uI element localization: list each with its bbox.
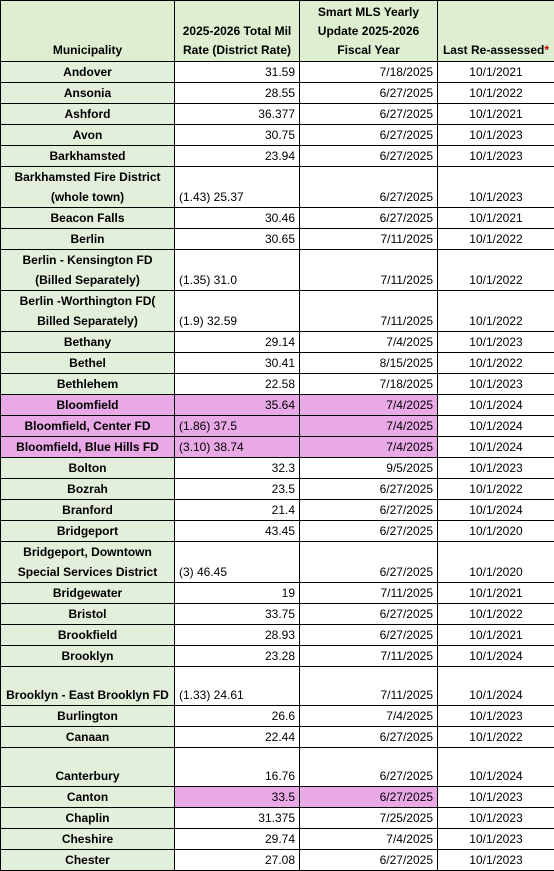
last-reassessed-cell: 10/1/2024 [438,748,554,787]
table-row [1,646,554,667]
smart-mls-date-cell: 7/4/2025 [300,332,438,353]
smart-mls-date-cell: 7/11/2025 [300,646,438,667]
last-reassessed-cell: 10/1/2024 [438,395,554,416]
header-municipality: Municipality [1,1,175,62]
header-row [1,1,554,62]
smart-mls-date-cell: 6/27/2025 [300,850,438,871]
municipality-cell: Canton [1,787,175,808]
mil-rate-cell: 31.59 [175,62,300,83]
last-reassessed-cell: 10/1/2023 [438,829,554,850]
asterisk-marker: * [544,43,549,57]
municipality-cell: Bloomfield, Center FD [1,416,175,437]
smart-mls-date-cell: 7/4/2025 [300,416,438,437]
municipality-cell: Bethel [1,353,175,374]
municipality-cell: Brookfield [1,625,175,646]
last-reassessed-cell: 10/1/2021 [438,208,554,229]
municipality-cell: Bethlehem [1,374,175,395]
last-reassessed-cell: 10/1/2021 [438,583,554,604]
smart-mls-date-cell: 6/27/2025 [300,500,438,521]
smart-mls-date-cell: 7/18/2025 [300,62,438,83]
municipality-cell: Bridgewater [1,583,175,604]
mil-rate-cell: 30.75 [175,125,300,146]
mil-rate-cell: 35.64 [175,395,300,416]
mil-rate-cell: 23.28 [175,646,300,667]
last-reassessed-cell: 10/1/2023 [438,374,554,395]
table-row [1,167,554,208]
last-reassessed-cell: 10/1/2021 [438,625,554,646]
smart-mls-date-cell: 6/27/2025 [300,727,438,748]
mil-rate-cell: 27.08 [175,850,300,871]
mil-rate-cell: (1.33) 24.61 [175,667,300,706]
header-mil-rate: 2025-2026 Total Mil Rate (District Rate) [175,1,300,62]
smart-mls-date-cell: 6/27/2025 [300,787,438,808]
smart-mls-date-cell: 7/11/2025 [300,291,438,332]
municipality-cell: Brooklyn [1,646,175,667]
smart-mls-date-cell: 7/4/2025 [300,395,438,416]
mil-rate-cell: 33.75 [175,604,300,625]
table-row [1,667,554,706]
mil-rate-cell: 29.14 [175,332,300,353]
municipality-cell: Berlin - Kensington FD (Billed Separately) [1,250,175,291]
mil-rate-cell: (3.10) 38.74 [175,437,300,458]
mil-rate-cell: (1.43) 25.37 [175,167,300,208]
smart-mls-date-cell: 8/15/2025 [300,353,438,374]
municipality-cell: Branford [1,500,175,521]
smart-mls-date-cell: 6/27/2025 [300,604,438,625]
last-reassessed-cell: 10/1/2024 [438,646,554,667]
table-row [1,229,554,250]
table-row [1,416,554,437]
mil-rate-cell: 28.93 [175,625,300,646]
municipality-cell: Ashford [1,104,175,125]
last-reassessed-cell: 10/1/2023 [438,850,554,871]
table-row [1,125,554,146]
table-row [1,104,554,125]
mil-rate-cell: (1.9) 32.59 [175,291,300,332]
table-row [1,604,554,625]
municipality-cell: Avon [1,125,175,146]
smart-mls-date-cell: 7/4/2025 [300,437,438,458]
last-reassessed-cell: 10/1/2023 [438,167,554,208]
last-reassessed-cell: 10/1/2023 [438,146,554,167]
mil-rate-cell: 32.3 [175,458,300,479]
smart-mls-date-cell: 6/27/2025 [300,83,438,104]
mil-rate-cell: 29.74 [175,829,300,850]
mil-rate-cell: 43.45 [175,521,300,542]
header-smart-mls: Smart MLS Yearly Update 2025-2026 Fiscal Year [300,1,438,62]
smart-mls-date-cell: 6/27/2025 [300,146,438,167]
smart-mls-date-cell: 7/11/2025 [300,667,438,706]
municipality-cell: Burlington [1,706,175,727]
mil-rate-cell: 31.375 [175,808,300,829]
table-row [1,291,554,332]
table-row [1,374,554,395]
table-body [1,62,554,871]
mil-rate-cell: (3) 46.45 [175,542,300,583]
last-reassessed-cell: 10/1/2024 [438,500,554,521]
table-row [1,829,554,850]
table-row [1,479,554,500]
municipality-cell: Canaan [1,727,175,748]
last-reassessed-cell: 10/1/2021 [438,104,554,125]
table-row [1,748,554,787]
municipality-cell: Bozrah [1,479,175,500]
municipality-cell: Barkhamsted [1,146,175,167]
table-row [1,706,554,727]
table-row [1,332,554,353]
smart-mls-date-cell: 6/27/2025 [300,521,438,542]
municipality-cell: Andover [1,62,175,83]
table-row [1,437,554,458]
last-reassessed-cell: 10/1/2022 [438,727,554,748]
smart-mls-date-cell: 9/5/2025 [300,458,438,479]
smart-mls-date-cell: 6/27/2025 [300,479,438,500]
smart-mls-date-cell: 7/25/2025 [300,808,438,829]
municipality-cell: Brooklyn - East Brooklyn FD [1,667,175,706]
table-row [1,500,554,521]
mil-rate-cell: 26.6 [175,706,300,727]
mil-rate-cell: 21.4 [175,500,300,521]
header-last-reassessed: Last Re-assessed* [438,1,554,62]
last-reassessed-cell: 10/1/2024 [438,667,554,706]
mil-rate-cell: 23.94 [175,146,300,167]
mil-rate-cell: 28.55 [175,83,300,104]
smart-mls-date-cell: 6/27/2025 [300,748,438,787]
municipality-cell: Chester [1,850,175,871]
last-reassessed-cell: 10/1/2023 [438,458,554,479]
municipality-cell: Chaplin [1,808,175,829]
table-row [1,62,554,83]
smart-mls-date-cell: 6/27/2025 [300,208,438,229]
last-reassessed-cell: 10/1/2023 [438,787,554,808]
table-row [1,808,554,829]
mil-rate-cell: 23.5 [175,479,300,500]
mil-rate-cell: (1.35) 31.0 [175,250,300,291]
last-reassessed-cell: 10/1/2022 [438,353,554,374]
mil-rate-cell: 16.76 [175,748,300,787]
table-row [1,208,554,229]
municipality-cell: Beacon Falls [1,208,175,229]
municipality-cell: Bridgeport, Downtown Special Services District [1,542,175,583]
last-reassessed-cell: 10/1/2024 [438,416,554,437]
last-reassessed-cell: 10/1/2020 [438,542,554,583]
last-reassessed-cell: 10/1/2023 [438,332,554,353]
municipality-cell: Berlin [1,229,175,250]
last-reassessed-cell: 10/1/2022 [438,250,554,291]
municipality-cell: Bolton [1,458,175,479]
table-row [1,250,554,291]
last-reassessed-cell: 10/1/2022 [438,83,554,104]
smart-mls-date-cell: 7/11/2025 [300,229,438,250]
last-reassessed-cell: 10/1/2021 [438,62,554,83]
mil-rate-cell: 33.5 [175,787,300,808]
table-row [1,625,554,646]
last-reassessed-cell: 10/1/2020 [438,521,554,542]
smart-mls-date-cell: 6/27/2025 [300,125,438,146]
municipality-cell: Canterbury [1,748,175,787]
mil-rate-cell: 22.44 [175,727,300,748]
smart-mls-date-cell: 6/27/2025 [300,625,438,646]
last-reassessed-cell: 10/1/2022 [438,479,554,500]
municipality-cell: Berlin -Worthington FD( Billed Separately) [1,291,175,332]
municipality-cell: Bethany [1,332,175,353]
mil-rate-cell: 30.46 [175,208,300,229]
last-reassessed-cell: 10/1/2023 [438,125,554,146]
mil-rate-cell: 36.377 [175,104,300,125]
mil-rate-cell: (1.86) 37.5 [175,416,300,437]
municipality-cell: Barkhamsted Fire District (whole town) [1,167,175,208]
municipality-cell: Bridgeport [1,521,175,542]
smart-mls-date-cell: 6/27/2025 [300,542,438,583]
table-row [1,83,554,104]
last-reassessed-cell: 10/1/2022 [438,604,554,625]
table-row [1,727,554,748]
smart-mls-date-cell: 7/4/2025 [300,706,438,727]
table-row [1,542,554,583]
smart-mls-date-cell: 7/11/2025 [300,583,438,604]
municipality-cell: Cheshire [1,829,175,850]
last-reassessed-cell: 10/1/2022 [438,229,554,250]
table-row [1,521,554,542]
smart-mls-date-cell: 6/27/2025 [300,104,438,125]
municipality-cell: Ansonia [1,83,175,104]
municipality-cell: Bristol [1,604,175,625]
municipality-cell: Bloomfield, Blue Hills FD [1,437,175,458]
table-row [1,146,554,167]
table-row [1,353,554,374]
table-row [1,850,554,871]
mil-rate-cell: 22.58 [175,374,300,395]
mil-rate-cell: 30.41 [175,353,300,374]
table-row [1,583,554,604]
smart-mls-date-cell: 6/27/2025 [300,167,438,208]
smart-mls-date-cell: 7/11/2025 [300,250,438,291]
mil-rate-cell: 30.65 [175,229,300,250]
table-row [1,787,554,808]
smart-mls-date-cell: 7/18/2025 [300,374,438,395]
last-reassessed-cell: 10/1/2023 [438,808,554,829]
last-reassessed-cell: 10/1/2023 [438,706,554,727]
mil-rate-cell: 19 [175,583,300,604]
table-row [1,395,554,416]
last-reassessed-cell: 10/1/2022 [438,291,554,332]
municipality-cell: Bloomfield [1,395,175,416]
table-row [1,458,554,479]
smart-mls-date-cell: 7/4/2025 [300,829,438,850]
last-reassessed-cell: 10/1/2024 [438,437,554,458]
